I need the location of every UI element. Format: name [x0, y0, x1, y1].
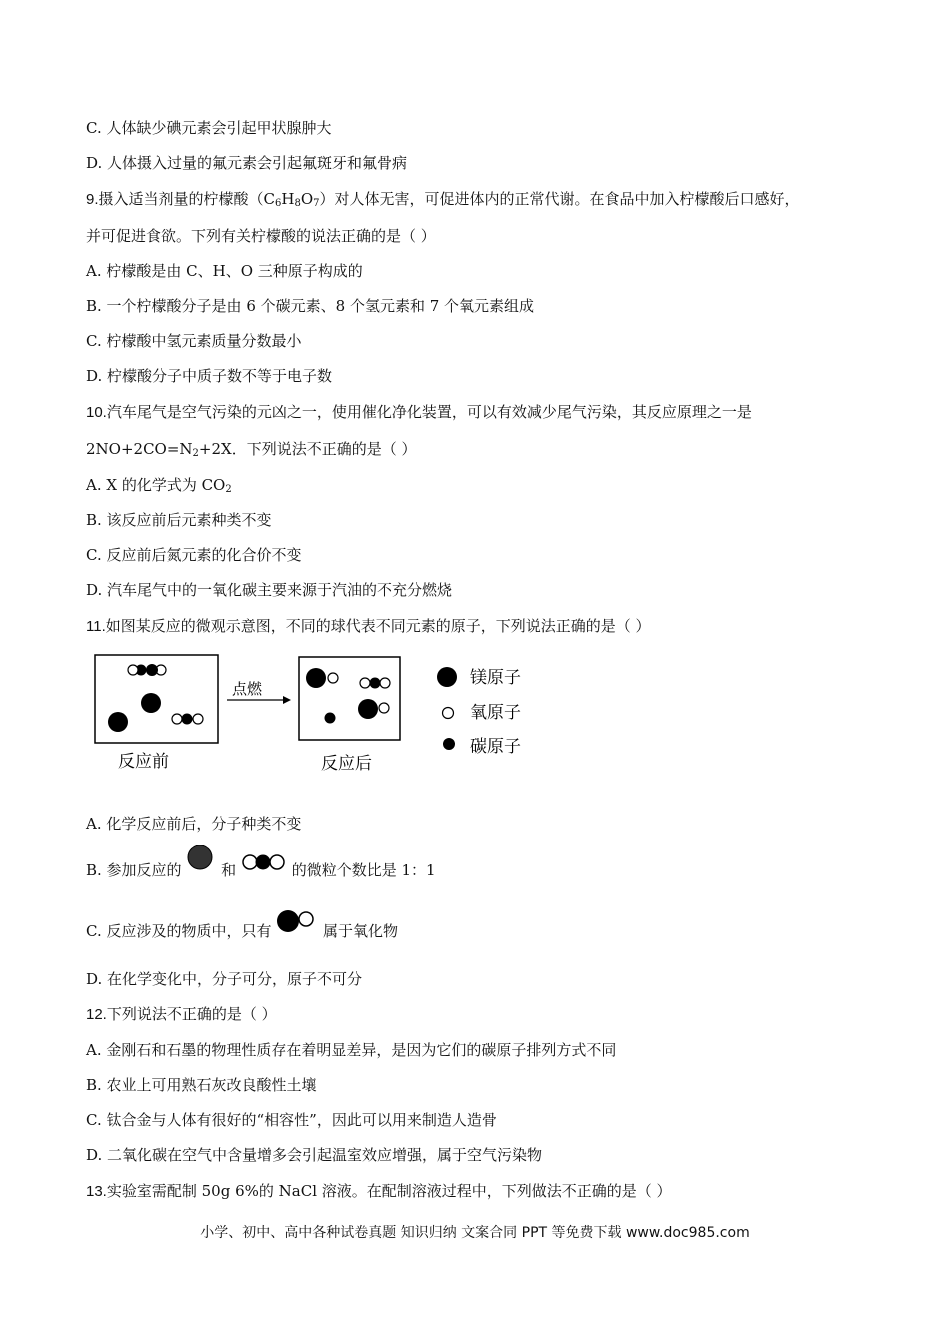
option-a-q9: A. 柠檬酸是由 C、H、O 三种原子构成的 [86, 262, 363, 280]
carbon-atom [370, 678, 381, 689]
question-9-line1 [86, 189, 800, 210]
question-number: 13. [86, 1183, 107, 1200]
option-text: B. 参加反应的 [86, 861, 182, 879]
question-number: 9. [86, 191, 99, 208]
magnesium-atom [108, 712, 128, 732]
option-b-q10: B. 该反应前后元素种类不变 [86, 511, 272, 529]
oxygen-atom [379, 703, 389, 713]
question-13 [86, 1181, 672, 1202]
option-text: 和 [221, 861, 237, 879]
legend-oxygen-label: 氧原子 [470, 703, 521, 723]
q10-text: 汽车尾气是空气污染的元凶之一，使用催化净化装置，可以有效减少尾气污染，其反应原理之一是 [106, 403, 752, 421]
q9-text: H [281, 190, 295, 208]
oxygen-atom [193, 714, 203, 724]
option-d-q11: D. 在化学变化中，分子可分，原子不可分 [86, 970, 363, 988]
magnesium-atom-icon [186, 845, 216, 875]
option-text: 属于氧化物 [323, 922, 399, 940]
after-label: 反应后 [321, 754, 372, 774]
option-b-q9: B. 一个柠檬酸分子是由 6 个碳元素、8 个氢元素和 7 个氧元素组成 [86, 297, 535, 315]
q12-text: 下列说法不正确的是（ ） [106, 1005, 277, 1023]
q9-text: O [300, 190, 314, 208]
page-footer: 小学、初中、高中各种试卷真题 知识归纳 文案合同 PPT 等免费下载 www.doc985.com [200, 1225, 750, 1241]
oxygen-atom [328, 673, 338, 683]
option-text: C. 反应涉及的物质中，只有 [86, 922, 272, 940]
subscript: 2 [192, 448, 199, 459]
q10-text: +2X．下列说法不正确的是（ ） [198, 440, 417, 458]
equation: 2NO+2CO=N [86, 440, 193, 458]
before-label: 反应前 [118, 752, 169, 772]
option-c-q8: C. 人体缺少碘元素会引起甲状腺肿大 [86, 119, 332, 137]
arrow-head [283, 696, 291, 704]
question-10-line2 [86, 439, 416, 459]
oxygen-atom [128, 665, 138, 675]
arrow-label: 点燃 [232, 680, 263, 698]
option-b-q12: B. 农业上可用熟石灰改良酸性土壤 [86, 1076, 317, 1094]
option-c-q12: C. 钛合金与人体有很好的“相容性”，因此可以用来制造人造骨 [86, 1111, 497, 1129]
carbon-atom [182, 714, 193, 725]
option-d-q8: D. 人体摄入过量的氟元素会引起氟斑牙和氟骨病 [86, 154, 408, 172]
carbon-atom [146, 664, 158, 676]
option-d-q12: D. 二氧化碳在空气中含量增多会引起温室效应增强，属于空气污染物 [86, 1146, 543, 1164]
oxygen-atom [380, 678, 390, 688]
reaction-diagram [90, 650, 540, 780]
subscript: 7 [313, 198, 320, 209]
option-c-q11 [86, 921, 398, 941]
legend-magnesium-label: 镁原子 [470, 668, 521, 688]
option-a-q12: A. 金刚石和石墨的物理性质存在着明显差异，是因为它们的碳原子排列方式不同 [86, 1041, 617, 1059]
q9-text: 摄入适当剂量的柠檬酸（C [98, 190, 275, 208]
option-a-q11: A. 化学反应前后，分子种类不变 [86, 815, 302, 833]
question-number: 11. [86, 618, 106, 635]
magnesium-atom [358, 699, 378, 719]
q11-text: 如图某反应的微观示意图，不同的球代表不同元素的原子，下列说法正确的是（ ） [105, 617, 651, 635]
question-12 [86, 1004, 277, 1025]
option-text: 的微粒个数比是 1：1 [291, 861, 436, 879]
option-d-q10: D. 汽车尾气中的一氧化碳主要来源于汽油的不充分燃烧 [86, 581, 453, 599]
option-text: A. X 的化学式为 CO [86, 476, 226, 494]
legend-oxygen-icon [443, 708, 454, 719]
magnesium-atom [306, 668, 326, 688]
question-9-line2: 并可促进食欲。下列有关柠檬酸的说法正确的是（ ） [86, 227, 436, 245]
legend-magnesium-icon [437, 667, 457, 687]
q13-text: 实验室需配制 50g 6%的 NaCl 溶液。在配制溶液过程中，下列做法不正确的是（ ） [106, 1182, 672, 1200]
oxygen-atom [360, 678, 370, 688]
question-number: 10. [86, 404, 107, 421]
subscript: 8 [294, 198, 301, 209]
carbon-atom [325, 713, 336, 724]
q9-text: ）对人体无害，可促进体内的正常代谢。在食品中加入柠檬酸后口感好， [319, 190, 800, 208]
question-11 [86, 616, 651, 637]
option-c-q9: C. 柠檬酸中氢元素质量分数最小 [86, 332, 302, 350]
subscript: 6 [275, 198, 282, 209]
co2-molecule-icon [241, 851, 287, 873]
question-number: 12. [86, 1006, 107, 1023]
option-b-q11 [86, 860, 436, 880]
legend-carbon-label: 碳原子 [470, 737, 521, 757]
option-d-q9: D. 柠檬酸分子中质子数不等于电子数 [86, 367, 333, 385]
mgo-molecule-icon [276, 907, 318, 935]
question-10-line1 [86, 402, 752, 423]
oxygen-atom [172, 714, 182, 724]
magnesium-atom [141, 693, 161, 713]
option-a-q10 [86, 475, 232, 495]
subscript: 2 [225, 484, 232, 495]
option-c-q10: C. 反应前后氮元素的化合价不变 [86, 546, 302, 564]
legend-carbon-icon [443, 738, 455, 750]
